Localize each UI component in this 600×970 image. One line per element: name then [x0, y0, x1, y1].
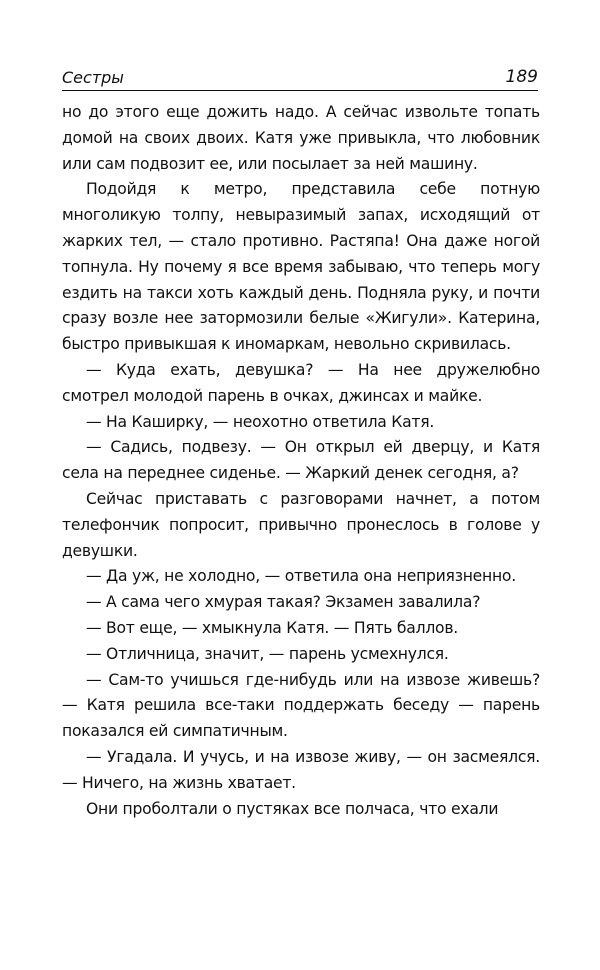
paragraph-closing: Они проболтали о пустяках все полчаса, что ехали: [86, 799, 499, 818]
paragraph-thought: Сейчас приставать с разговорами начнет, а потом телефончик попросит, привычно пронеслось в голове у девушки.: [62, 489, 540, 560]
dialogue-line: — А сама чего хмурая такая? Экзамен завалила?: [86, 593, 481, 612]
paragraph-metro: Подойдя к метро, представила себе потную многоликую толпу, невыразимый запах, исходящий от жарких тел, — стало противно. Растяпа! Она даже ногой топнула. Ну почему я все время забываю, что теперь могу ездить на такси хоть каждый день. Подняла руку, и почти сразу возле нее затормозили белые «Жигули». Катерина, быстро привыкшая к иномаркам, невольно скривилась.: [62, 180, 540, 354]
dialogue-line: — Да уж, не холодно, — ответила она неприязненно.: [86, 567, 516, 586]
dialogue-line: — Сам-то учишься где-нибудь или на извозе живешь? — Катя решила все-таки поддержать беседу — парень показался ей симпатичным.: [62, 670, 540, 741]
running-head: [62, 66, 538, 91]
dialogue-line: — Отличница, значит, — парень усмехнулся.: [86, 644, 449, 663]
body-text: [62, 100, 540, 822]
paragraph-continued: но до этого еще дожить надо. А сейчас извольте топать домой на своих двоих. Катя уже привыкла, что любовник или сам подвозит ее, или посылает за ней машину.: [62, 103, 540, 173]
dialogue-line: — На Каширку, — неохотно ответила Катя.: [86, 412, 435, 431]
dialogue-line: — Угадала. И учусь, и на извозе живу, — он засмеялся. — Ничего, на жизнь хватает.: [62, 747, 540, 792]
running-title: Сестры: [62, 68, 124, 87]
page-number: 189: [505, 67, 538, 87]
dialogue-line: — Вот еще, — хмыкнула Катя. — Пять баллов.: [86, 618, 458, 637]
dialogue-line: — Куда ехать, девушка? — На нее дружелюбно смотрел молодой парень в очках, джинсах и майке.: [62, 360, 540, 405]
dialogue-line: — Садись, подвезу. — Он открыл ей дверцу, и Катя села на переднее сиденье. — Жаркий денек сегодня, а?: [62, 438, 540, 483]
